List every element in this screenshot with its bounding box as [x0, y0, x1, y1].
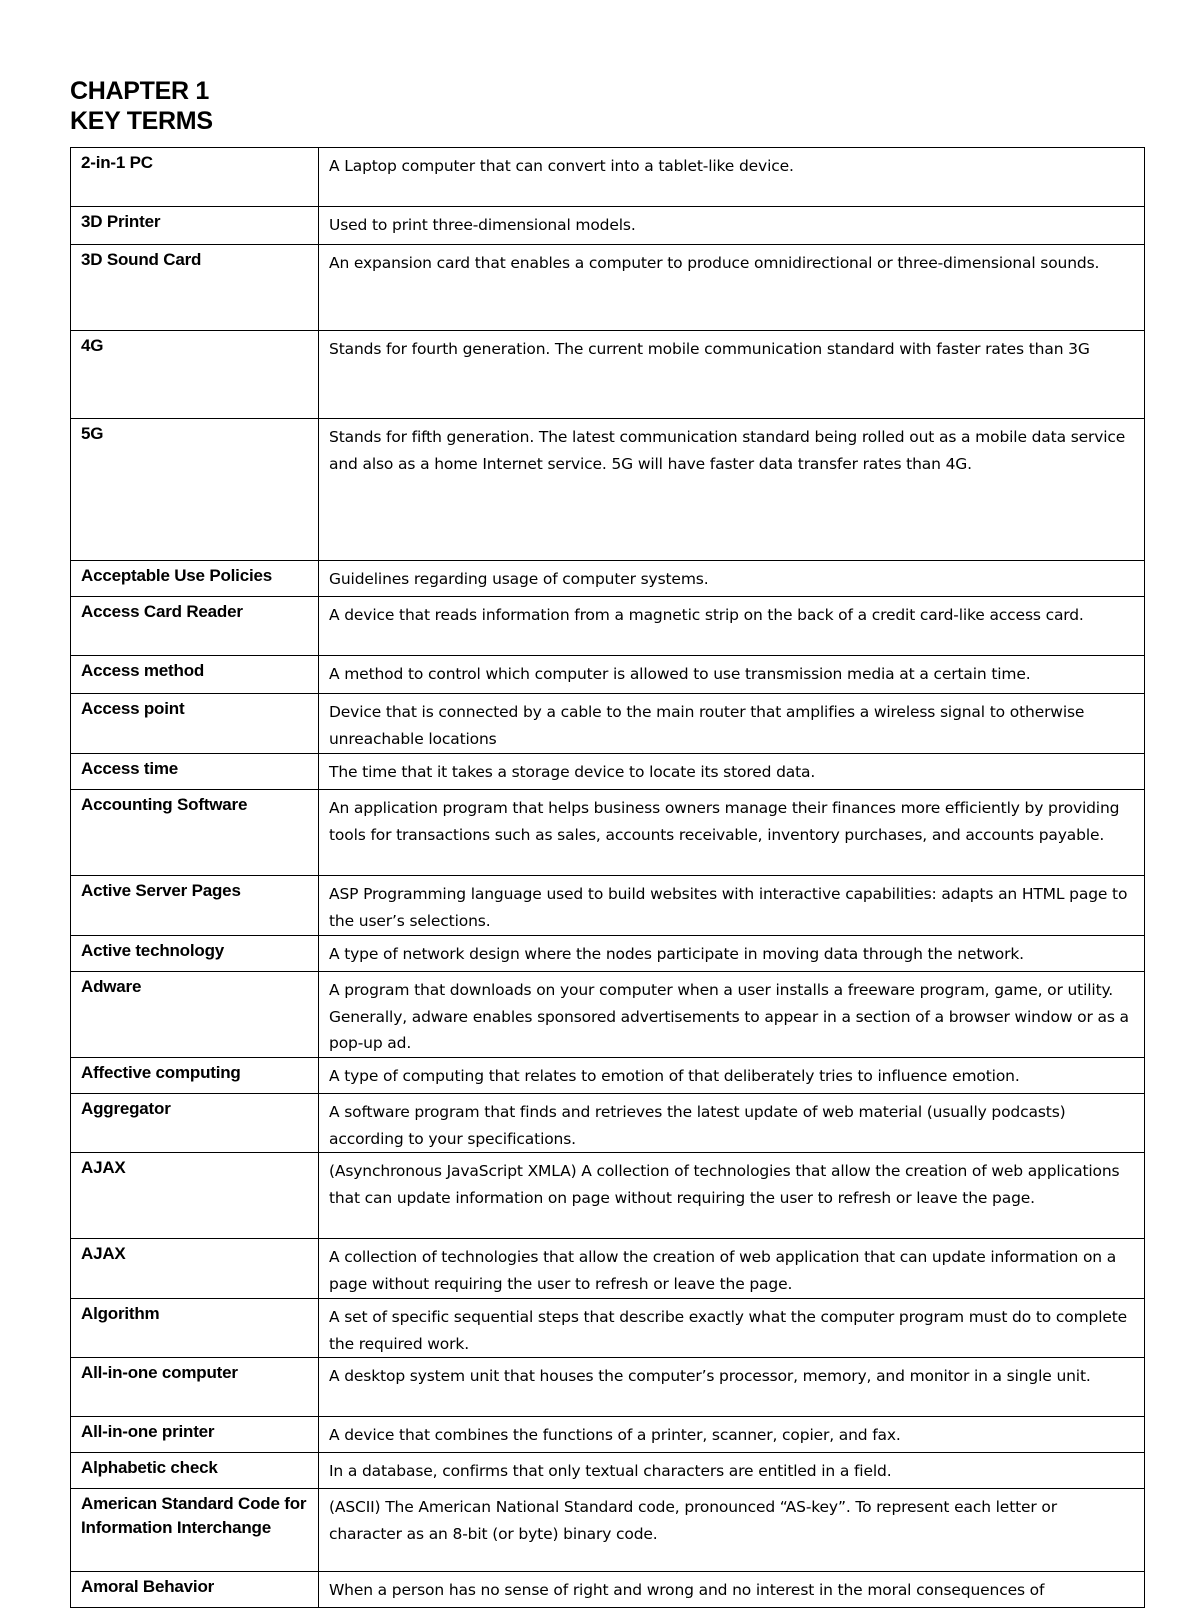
definition-cell: The time that it takes a storage device to locate its stored data. [319, 754, 1145, 790]
definition-cell: When a person has no sense of right and wrong and no interest in the moral consequences of [319, 1572, 1145, 1608]
term-cell: Access point [71, 694, 319, 754]
key-terms-table [70, 147, 1145, 1608]
definition-cell: A method to control which computer is allowed to use transmission media at a certain time. [319, 656, 1145, 694]
term-cell: Aggregator [71, 1094, 319, 1153]
term-cell: Amoral Behavior [71, 1572, 319, 1608]
page-heading [70, 76, 213, 136]
table-row [71, 1153, 1145, 1239]
definition-cell: Stands for fourth generation. The current mobile communication standard with faster rates than 3G [319, 331, 1145, 419]
definition-cell: In a database, confirms that only textual characters are entitled in a field. [319, 1453, 1145, 1489]
definition-cell: ASP Programming language used to build websites with interactive capabilities: adapts an HTML page to the user’s selections. [319, 876, 1145, 936]
table-row [71, 597, 1145, 656]
table-row [71, 419, 1145, 561]
term-cell: AJAX [71, 1153, 319, 1239]
term-cell: 2-in-1 PC [71, 148, 319, 207]
table-row [71, 1299, 1145, 1358]
table-row [71, 790, 1145, 876]
table-row [71, 754, 1145, 790]
term-cell: American Standard Code for Information Interchange [71, 1489, 319, 1572]
table-row [71, 148, 1145, 207]
definition-cell: A type of computing that relates to emotion of that deliberately tries to influence emotion. [319, 1058, 1145, 1094]
term-cell: 3D Printer [71, 207, 319, 245]
definition-cell: A type of network design where the nodes participate in moving data through the network. [319, 936, 1145, 972]
term-cell: All-in-one computer [71, 1358, 319, 1417]
section-title: KEY TERMS [70, 107, 213, 135]
table-row [71, 207, 1145, 245]
table-row [71, 1239, 1145, 1299]
table-row [71, 331, 1145, 419]
term-cell: All-in-one printer [71, 1417, 319, 1453]
term-cell: Alphabetic check [71, 1453, 319, 1489]
table-row [71, 876, 1145, 936]
term-cell: 5G [71, 419, 319, 561]
table-row [71, 1489, 1145, 1572]
definition-cell: Stands for fifth generation. The latest communication standard being rolled out as a mobile data service and also as a home Internet service. 5G will have faster data transfer rates than 4G. [319, 419, 1145, 561]
definition-cell: A Laptop computer that can convert into a tablet-like device. [319, 148, 1145, 207]
definition-cell: A desktop system unit that houses the computer’s processor, memory, and monitor in a single unit. [319, 1358, 1145, 1417]
definition-cell: A device that combines the functions of a printer, scanner, copier, and fax. [319, 1417, 1145, 1453]
table-row [71, 694, 1145, 754]
definition-cell: (Asynchronous JavaScript XMLA) A collection of technologies that allow the creation of web applications that can update information on page without requiring the user to refresh or leave the page. [319, 1153, 1145, 1239]
term-cell: Algorithm [71, 1299, 319, 1358]
definition-cell: An expansion card that enables a computer to produce omnidirectional or three-dimensional sounds. [319, 245, 1145, 331]
definition-cell: Used to print three-dimensional models. [319, 207, 1145, 245]
table-row [71, 1094, 1145, 1153]
table-row [71, 936, 1145, 972]
table-row [71, 561, 1145, 597]
term-cell: Acceptable Use Policies [71, 561, 319, 597]
table-row [71, 1358, 1145, 1417]
table-row [71, 1417, 1145, 1453]
table-row [71, 1572, 1145, 1608]
definition-cell: Guidelines regarding usage of computer systems. [319, 561, 1145, 597]
term-cell: Active technology [71, 936, 319, 972]
definition-cell: An application program that helps business owners manage their finances more efficiently by providing tools for transactions such as sales, accounts receivable, inventory purchases, and accounts payable. [319, 790, 1145, 876]
term-cell: 3D Sound Card [71, 245, 319, 331]
table-row [71, 656, 1145, 694]
definition-cell: A software program that finds and retrieves the latest update of web material (usually podcasts) according to your specifications. [319, 1094, 1145, 1153]
term-cell: AJAX [71, 1239, 319, 1299]
definition-cell: A program that downloads on your computer when a user installs a freeware program, game, or utility. Generally, adware enables sponsored advertisements to appear in a section of a browser window or as a pop-up ad. [319, 972, 1145, 1058]
term-cell: Access time [71, 754, 319, 790]
term-cell: Adware [71, 972, 319, 1058]
term-cell: Active Server Pages [71, 876, 319, 936]
table-row [71, 972, 1145, 1058]
definition-cell: A device that reads information from a magnetic strip on the back of a credit card-like access card. [319, 597, 1145, 656]
definition-cell: (ASCII) The American National Standard code, pronounced “AS-key”. To represent each letter or character as an 8-bit (or byte) binary code. [319, 1489, 1145, 1572]
definition-cell: A collection of technologies that allow the creation of web application that can update information on a page without requiring the user to refresh or leave the page. [319, 1239, 1145, 1299]
term-cell: Accounting Software [71, 790, 319, 876]
table-row [71, 1058, 1145, 1094]
term-cell: Access Card Reader [71, 597, 319, 656]
term-cell: Access method [71, 656, 319, 694]
table-row [71, 1453, 1145, 1489]
term-cell: Affective computing [71, 1058, 319, 1094]
definition-cell: A set of specific sequential steps that describe exactly what the computer program must do to complete the required work. [319, 1299, 1145, 1358]
chapter-title: CHAPTER 1 [70, 77, 209, 105]
table-row [71, 245, 1145, 331]
term-cell: 4G [71, 331, 319, 419]
definition-cell: Device that is connected by a cable to the main router that amplifies a wireless signal to otherwise unreachable locations [319, 694, 1145, 754]
